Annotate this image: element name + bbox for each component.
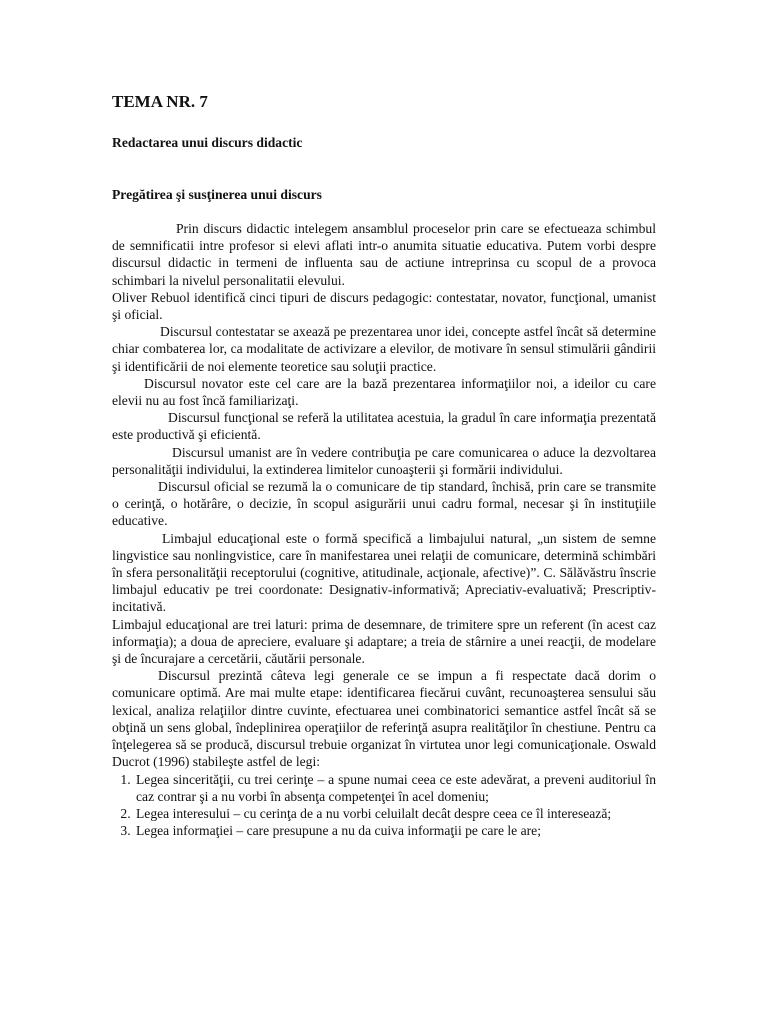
- list-item: 1. Legea sincerităţii, cu trei cerinţe – a spune numai ceea ce este adevărat, a preveni auditoriul în caz contrar şi a nu vorbi în absenţa competenţei în acel domeniu;: [134, 771, 656, 805]
- paragraph-limbaj-educational: Limbajul educaţional este o formă specifică a limbajului natural, „un sistem de semne lingvistice sau nonlingvistice, care în manifestarea unei relaţii de comunicare, determină schimbări în sfera personalităţii receptorului (cognitive, atitudinale, acţionale, afective)”. C. Sălăvăstru înscrie limbajul educativ pe trei coordonate: Designativ-informativă; Apreciativ-evaluativă; Prescriptiv-incitativă.: [112, 530, 656, 615]
- laws-list: [112, 771, 656, 840]
- paragraph-umanist: Discursul umanist are în vedere contribuţia pe care comunicarea o aduce la dezvoltarea personalităţii individului, la extinderea limitelor cunoaşterii şi formării individului.: [112, 444, 656, 477]
- paragraph-oficial: Discursul oficial se rezumă la o comunicare de tip standard, închisă, prin care se transmite o cerinţă, o hotărâre, o decizie, în scopul asigurării unui cadru formal, necesar şi în instituţiile educative.: [112, 479, 656, 529]
- document-title: TEMA NR. 7: [112, 92, 208, 111]
- list-item: 2. Legea interesului – cu cerinţa de a nu vorbi celuilalt decât despre ceea ce îl interesează;: [134, 805, 656, 822]
- document-body: [112, 220, 656, 839]
- section-subtitle-pregatire: Pregătirea şi susţinerea unui discurs: [112, 187, 322, 202]
- paragraph-functional: Discursul funcţional se referă la utilitatea acestuia, la gradul în care informaţia prezentată este productivă şi eficientă.: [112, 410, 656, 443]
- paragraph-contestatar: Discursul contestatar se axează pe prezentarea unor idei, concepte astfel încât să determine chiar combaterea lor, ca modalitate de activizare a elevilor, de motivare în sensul stimulării gândirii şi identificării de noi elemente teoretice sau soluţii practice.: [112, 324, 656, 374]
- paragraph-laturi: Limbajul educaţional are trei laturi: prima de desemnare, de trimitere spre un referent (în acest caz informaţia); a doua de apreciere, evaluare şi adaptare; a treia de stârnire a unei reacţii, de modelare şi de încurajare a cercetării, căutării personale.: [112, 616, 656, 667]
- paragraph-novator: Discursul novator este cel care are la bază prezentarea informaţiilor noi, a ideilor cu care elevii nu au fost încă familiarizaţi.: [112, 375, 656, 409]
- section-subtitle-redactare: Redactarea unui discurs didactic: [112, 135, 303, 150]
- paragraph-legi: Discursul prezintă câteva legi generale ce se impun a fi respectate dacă dorim o comunicare optimă. Are mai multe etape: identificarea fiecărui cuvânt, recunoaşterea sensului său lexical, analiza relaţiilor dintre cuvinte, efectuarea unei combinatorici semantice astfel încât să se obţină un sens global, îndeplinirea operaţiilor de referinţă asupra realităţilor în chestiune. Pentru ca înţelegerea să se producă, discursul trebuie organizat în virtutea unor legi comunicaţionale. Oswald Ducrot (1996) stabileşte astfel de legi:: [112, 668, 656, 770]
- paragraph-intro: Prin discurs didactic intelegem ansamblul proceselor prin care se efectueaza schimbul de semnificatii intre profesor si elevi aflati intr-o anumita situatie educativa. Putem vorbi despre discursul didactic in termeni de influenta sau de actiune intreprinsa cu scopul de a provoca schimbari la nivelul personalitatii elevului.: [112, 221, 656, 288]
- paragraph-rebuol: Oliver Rebuol identifică cinci tipuri de discurs pedagogic: contestatar, novator, funcţional, umanist şi oficial.: [112, 289, 656, 323]
- list-item: 3. Legea informaţiei – care presupune a nu da cuiva informaţii pe care le are;: [134, 822, 656, 839]
